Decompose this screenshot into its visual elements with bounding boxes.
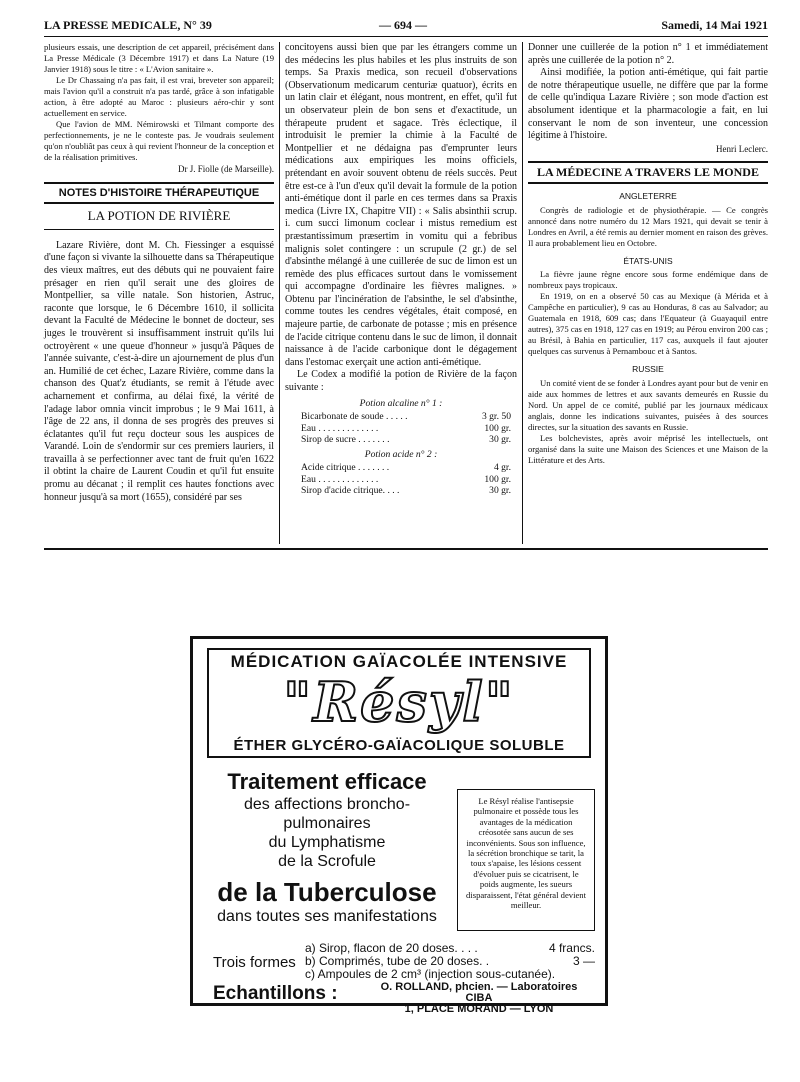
section-heading: NOTES D'HISTOIRE THÉRAPEUTIQUE: [44, 182, 274, 205]
formula-row: Sirop d'acide citrique. . . . 30 gr.: [301, 485, 511, 497]
page-number: — 694 —: [379, 18, 427, 32]
country-heading: ÉTATS-UNIS: [623, 255, 673, 266]
formula-list: [285, 411, 517, 446]
ad-headline: MÉDICATION GAÏACOLÉE INTENSIVE: [230, 652, 568, 671]
formula-row: Acide citrique . . . . . . . 4 gr.: [301, 462, 511, 474]
ad-indications: [201, 769, 453, 926]
formula-row: Sirop de sucre . . . . . . . 30 gr.: [301, 434, 511, 446]
paragraph: Que l'avion de MM. Némirowski et Tilmant comporte des perfectionnements, je ne le conteste pas. Je voudrais seulement qu'on n'oubliât pas ceux à qui revient l'honneur de la conception et de la réalisation primitives.: [44, 119, 274, 162]
formula-row: Eau . . . . . . . . . . . . . 100 gr.: [301, 422, 511, 434]
formula-row: Eau . . . . . . . . . . . . . 100 gr.: [301, 473, 511, 485]
country-heading: RUSSIE: [632, 364, 664, 375]
ad-form-item: c) Ampoules de 2 cm³ (injection sous-cutanée).: [305, 967, 556, 981]
paragraph: Le Dr Chassaing n'a pas fait, il est vrai, breveter son appareil; mais l'avion qu'il a construit n'a pas tardé, grâce à son infatigable action, à être adopté au Maroc : plusieurs aéro-chir y sont actuellement en service.: [44, 75, 274, 118]
paragraph: Ainsi modifiée, la potion anti-émétique, qui fait partie de notre thérapeutique usuelle, ne diffère que par la forme de celle qu'indiqua Lazare Rivière ; son mode d'action est absolument identique et la pharmacologie a fait, en lui conservant le nom de son inventeur, une concession légitime à l'histoire.: [528, 67, 768, 142]
formula-title: Potion acide n° 2 :: [364, 448, 438, 460]
article-body: Lazare Rivière, dont M. Ch. Fiessinger a esquissé d'une façon si vivante la silhouette dans sa Thérapeutique des vieux maîtres, eut des débuts qui ne pouvaient faire présager en rien qu'il serait une des gloires de Montpellier, sa ville natale. Son historien, Astruc, raconte que lorsque, le 6 Décembre 1610, il sollicita devant la Faculté de Médecine le bonnet de docteur, ses juges le trouvèrent si insuffisamment instruit qu'ils lui octroyèrent « une queue d'honneur » jusqu'à Pâques de l'année suivante, c'est-à-dire un ajournement de plus d'un an. Humilié de cet échec, Lazare Rivière, comme dans la chanson des Quat'z étudiants, se remit à l'étude avec acharnement et confirma, au délai fixé, la vérité de l'adage labor omnia vincit improbus ; le 9 Mai 1611, à l'âge de 22 ans, il donna de ses progrès des preuves si éclatantes qu'il fut reçu docteur sous les auspices de Varandé. Loin de s'endormir sur ces premiers lauriers, il travailla à se perfectionner avec tant de fruit qu'en 1622 il obtint la chaire de Laurent Coudin et qu'il fut ensuite promu au décanat ; il remplit ces hautes fonctions avec honneur jusqu'à sa mort (1655), considéré par ses: [44, 239, 274, 503]
advertisement: [190, 636, 608, 1015]
signature: Henri Leclerc.: [716, 143, 768, 154]
formula-row: Bicarbonate de soude . . . . . 3 gr. 50: [301, 411, 511, 423]
column-divider: [279, 42, 280, 544]
ad-forms-list: [305, 942, 595, 981]
news-item: La fièvre jaune règne encore sous forme endémique dans de nombreux pays tropicaux.: [528, 269, 768, 291]
ad-subtitle: ÉTHER GLYCÉRO-GAÏACOLIQUE SOLUBLE: [233, 737, 565, 754]
issue-date: Samedi, 14 Mai 1921: [661, 18, 768, 32]
formula-list: [285, 462, 517, 497]
paragraph: Donner une cuillerée de la potion n° 1 et immédiatement après une cuillerée de la potion n° 2.: [528, 42, 768, 66]
article-title: LA POTION DE RIVIÈRE: [44, 210, 274, 230]
column-1: [44, 42, 274, 504]
ad-line: Traitement efficace: [227, 769, 427, 794]
section-heading: LA MÉDECINE A TRAVERS LE MONDE: [528, 161, 768, 184]
ad-line: du Lymphatisme: [268, 834, 386, 851]
column-2: [285, 42, 517, 497]
ad-forms-label: Trois formes: [213, 954, 296, 971]
ad-form-item: a) Sirop, flacon de 20 doses. . . . 4 francs.: [305, 941, 595, 955]
news-item: Un comité vient de se fonder à Londres ayant pour but de venir en aide aux hommes de lettres et aux savants demeurés en Russie du Nord. Un appel de ce comité, publié par les journaux médicaux anglais, donne les indications suivantes, puisées à des sources directes, sur la situation des savants en Russie.: [528, 377, 768, 432]
news-item: En 1919, on en a observé 50 cas au Mexique (à Mérida et à Campêche en particulier), 9 cas au Honduras, 8 cas au Salvador; au Guatemala en 1918, 609 cas; dans l'Equateur (à Guayaquil entre autres), 375 cas en 1918, 127 cas en 1919; au Pérou environ 200 cas ; au Brésil, à Bahia en particulier, 117 cas, auxquels il faut ajouter quelques cas survenus à Pernambouc et à Santos.: [528, 291, 768, 357]
news-item: Congrès de radiologie et de physiothérapie. — Ce congrès annoncé dans notre numéro du 12 Mars 1921, qui devait se tenir à Londres en Avril, a été remis au dernier moment en raison des grèves. Il aura probablement lieu en Octobre.: [528, 204, 768, 248]
country-heading: ANGLETERRE: [619, 190, 677, 201]
news-item: Les bolchevistes, après avoir méprisé les intellectuels, ont organisé dans la suite une Maison des Sciences et une Maison de la Littérature et des Arts.: [528, 432, 768, 465]
ad-info-box: Le Résyl réalise l'antisepsie pulmonaire et possède tous les avantages de la médication créosotée sans aucun de ses inconvénients. Sous son influence, la sécrétion bronchique se tarit, la toux s'apaise, les lésions cessent d'évoluer puis se cicatrisent, le poids augmente, les sueurs disparaissent, l'état général devient meilleur.: [457, 789, 595, 931]
ad-line: de la Scrofule: [278, 853, 376, 870]
journal-title: LA PRESSE MEDICALE, N° 39: [44, 18, 212, 32]
ad-line: dans toutes ses manifestations: [217, 908, 437, 925]
ad-brand-name: "Résyl": [283, 670, 515, 734]
ad-form-item: b) Comprimés, tube de 20 doses. . 3 —: [305, 954, 595, 968]
ad-line: de la Tuberculose: [217, 877, 437, 907]
section-rule: [44, 548, 768, 550]
ad-line: des affections broncho-pulmonaires: [243, 796, 411, 832]
column-3: [528, 42, 768, 466]
ad-address: O. ROLLAND, phcien. — Laboratoires CIBA 1, PLACE MORAND — LYON: [380, 981, 578, 1015]
paragraph: Le Codex a modifié la potion de Rivière de la façon suivante :: [285, 369, 517, 394]
column-divider: [522, 42, 523, 544]
ad-banner: [207, 648, 591, 758]
article-body: concitoyens aussi bien que par les étrangers comme un des médecins les plus habiles et les plus instruits de son temps. Sa Praxis medica, son recueil d'observations (Observationum medicarum centuriæ quatuor), écrits en un latin clair et élégant, nous montrent, en effet, qu'il fut un observateur plein de bon sens et d'exactitude, un thérapeute prudent et sagace. Très éclectique, il introduisit le premier la chimie à la Faculté de Montpellier et ne dédaigna pas d'emprunter leurs médications aux empiriques les moins officiels, prétendant en avoir souvent obtenu de réels succès. Peut être est-ce à l'un d'eux qu'il devait la formule de la potion anti-émétique dont il parle en ces termes dans sa Praxis medica (Livre IX, Chapitre VII) : « Salis absinthii scrup. i. cum succi limonum coclear i mistus remedium est præstantissimum præsertim in vomitu qui a febribus malignis solet contingere : un scrupule (2 gr.) de sel d'absinthe mélangé à une cuillerée de suc de limon est un remède des plus efficaces surtout dans le vomissement qui accompagne d'ordinaire les fièvres malignes. » Obtenu par l'incinération de l'absinthe, le sel d'absinthe, comme toutes les cendres végétales, était composé, en majeure partie, de carbonate de potasse ; mis en présence de l'acide citrique contenu dans le suc de limon, il donnait naissance à de l'acide carbonique dont le dégagement dans l'estomac exerçait une action anti-émétique.: [285, 42, 518, 368]
formula-title: Potion alcaline n° 1 :: [359, 397, 443, 409]
header-rule: [44, 36, 768, 37]
paragraph: plusieurs essais, une description de cet appareil, précisément dans La Presse Médicale (3 Décembre 1917) et dans La Nature (19 Janvier 1918) sous le titre : « L'Avion sanitaire ».: [44, 42, 274, 74]
page-header: [44, 16, 768, 36]
signature: Dr J. Fiolle (de Marseille).: [178, 164, 274, 174]
ad-samples-label: Echantillons :: [213, 983, 338, 1004]
